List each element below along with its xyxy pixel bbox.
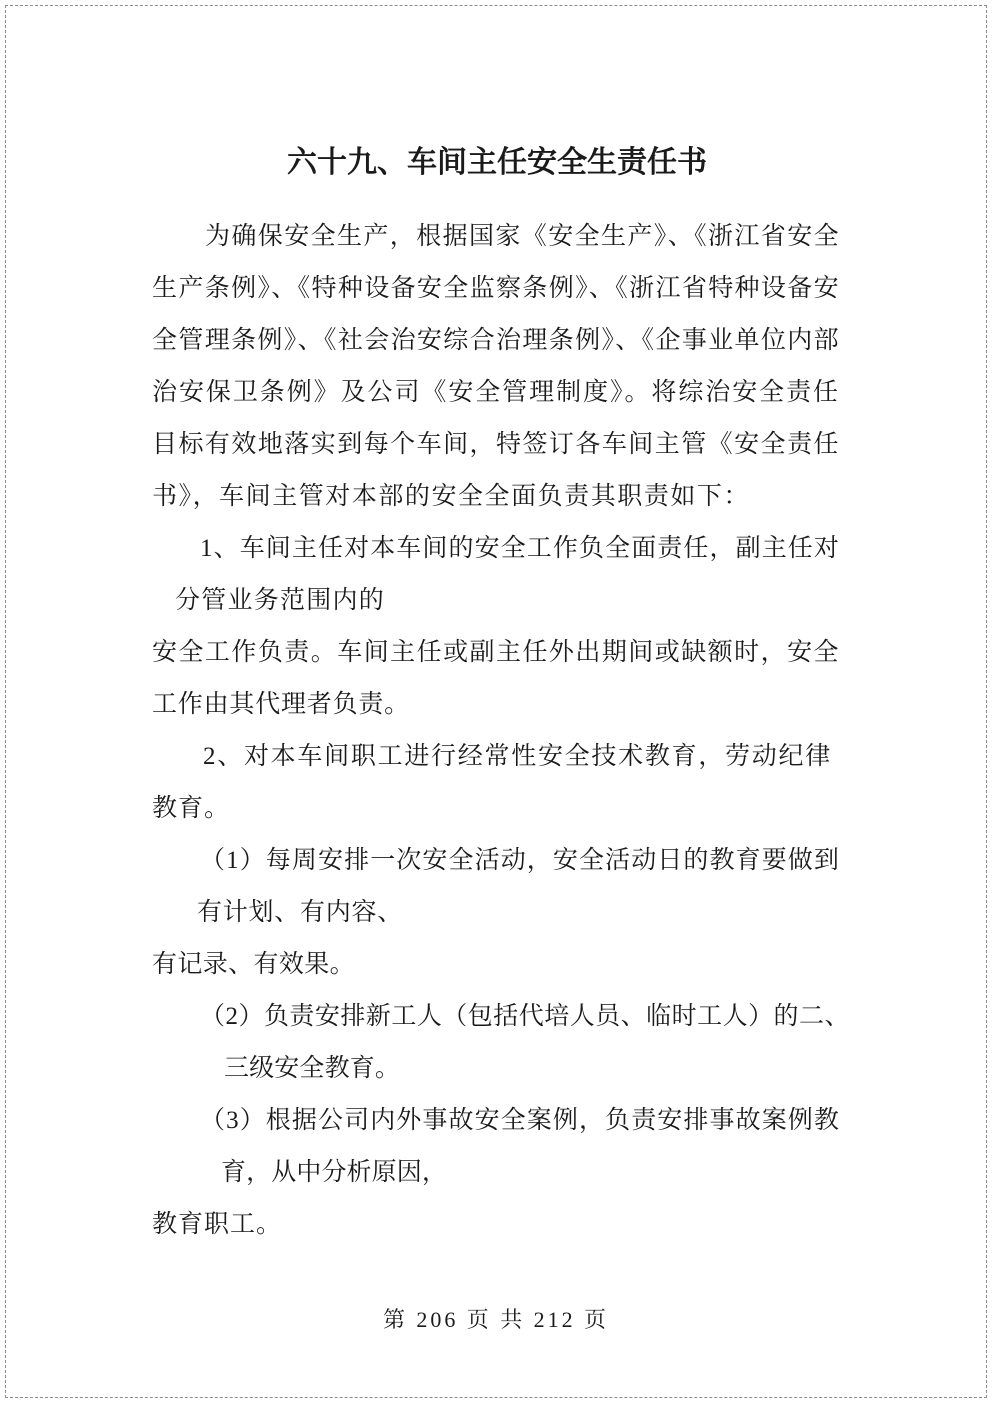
page-number-label: 第 206 页 共 212 页 — [383, 1307, 609, 1332]
line-text: 1、车间主任对本车间的安全工作负全面责任，副主任对 — [200, 535, 840, 562]
document-title — [287, 137, 707, 189]
paragraph-line — [152, 471, 750, 523]
paragraph-line — [152, 783, 230, 835]
paragraph-line — [175, 575, 385, 627]
line-text: （1）每周安排一次安全活动，安全活动日的教育要做到 — [200, 847, 840, 874]
paragraph-line — [152, 939, 355, 991]
line-text: 三级安全教育。 — [224, 1055, 400, 1082]
paragraph-line — [152, 263, 840, 315]
paragraph-line — [152, 1199, 282, 1251]
paragraph-line — [224, 1043, 400, 1095]
line-text: 工作由其代理者负责。 — [152, 691, 410, 718]
paragraph-line — [203, 731, 832, 783]
line-text: 育，从中分析原因， — [221, 1159, 447, 1186]
line-text: 有计划、有内容、 — [197, 899, 403, 926]
paragraph-line — [197, 887, 403, 939]
paragraph-line — [200, 991, 850, 1043]
paragraph-line — [200, 523, 840, 575]
line-text: 全管理条例》、《社会治安综合治理条例》、《企事业单位内部 — [152, 327, 840, 354]
paragraph-line — [152, 419, 840, 471]
line-text: 为确保安全生产，根据国家《安全生产》、《浙江省安全 — [205, 223, 840, 250]
paragraph-line — [200, 1095, 840, 1147]
paragraph-line — [152, 367, 840, 419]
page-footer — [383, 1296, 609, 1344]
line-text: 教育职工。 — [152, 1211, 282, 1238]
line-text: （2）负责安排新工人（包括代培人员、临时工人）的二、 — [200, 1003, 850, 1030]
line-text: 治安保卫条例》及公司《安全管理制度》。将综治安全责任 — [152, 379, 840, 406]
line-text: 目标有效地落实到每个车间，特签订各车间主管《安全责任 — [152, 431, 840, 458]
line-text: 书》，车间主管对本部的安全全面负责其职责如下： — [152, 483, 750, 510]
line-text: 生产条例》、《特种设备安全监察条例》、《浙江省特种设备安 — [152, 275, 840, 302]
paragraph-line — [221, 1147, 447, 1199]
line-text: 教育。 — [152, 795, 230, 822]
line-text: 分管业务范围内的 — [175, 587, 385, 614]
line-text: 有记录、有效果。 — [152, 951, 355, 978]
paragraph-line — [200, 835, 840, 887]
document-title-text: 六十九、车间主任安全生责任书 — [287, 146, 707, 179]
paragraph-line — [152, 679, 410, 731]
paragraph-line — [152, 627, 840, 679]
paragraph-line — [205, 211, 840, 263]
paragraph-line — [152, 315, 840, 367]
line-text: 2、对本车间职工进行经常性安全技术教育，劳动纪律 — [203, 743, 832, 770]
line-text: （3）根据公司内外事故安全案例，负责安排事故案例教 — [200, 1107, 840, 1134]
line-text: 安全工作负责。车间主任或副主任外出期间或缺额时，安全 — [152, 639, 840, 666]
